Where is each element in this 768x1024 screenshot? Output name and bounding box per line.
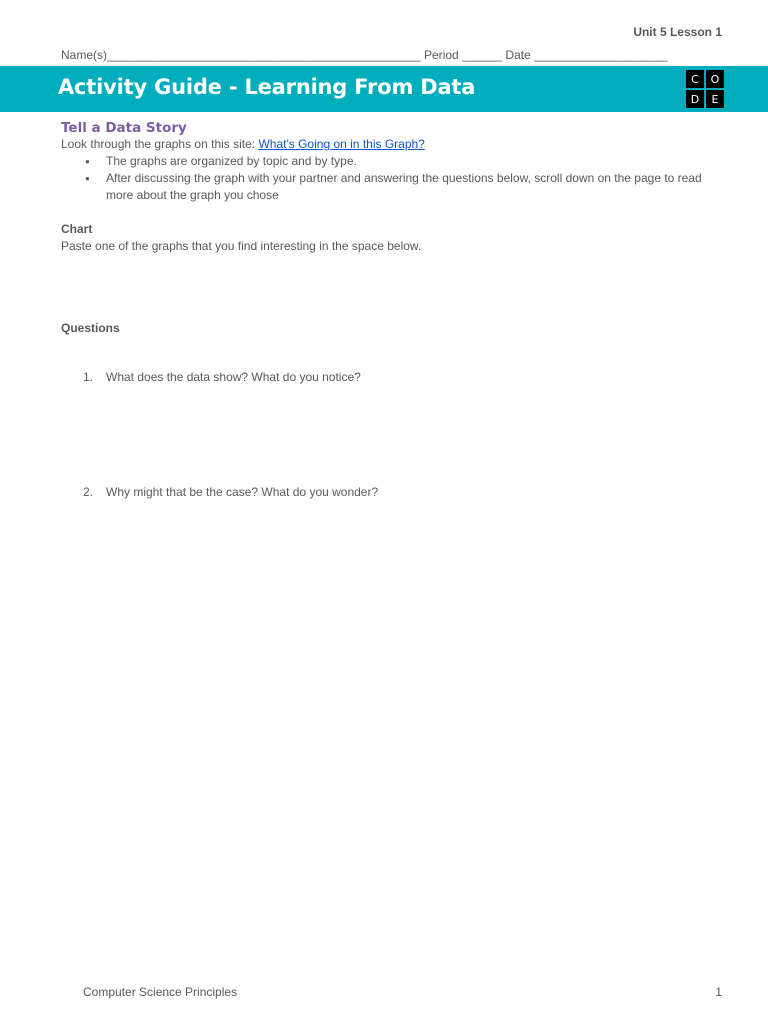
question-number: 2.	[83, 485, 94, 499]
name-period-date-line: Name(s)_______________________________________________ Period ______ Date ____________________	[61, 48, 668, 62]
section-title: Tell a Data Story	[61, 120, 187, 136]
bullet-item: ● After discussing the graph with your partner and answering the questions below, scroll down on the page to read more about the graph you chose	[106, 170, 721, 204]
questions-heading: Questions	[61, 321, 120, 335]
unit-lesson-label: Unit 5 Lesson 1	[633, 25, 722, 39]
page-title: Activity Guide - Learning From Data	[58, 75, 476, 99]
chart-heading: Chart	[61, 222, 93, 236]
question-text: What does the data show? What do you notice?	[106, 370, 361, 384]
bullet-list	[61, 153, 721, 204]
footer-page-number: 1	[715, 985, 722, 999]
title-banner	[0, 66, 768, 112]
code-logo	[686, 70, 726, 108]
footer-course: Computer Science Principles	[83, 985, 238, 999]
bullet-item: ● The graphs are organized by topic and by type.	[106, 153, 721, 170]
question-text: Why might that be the case? What do you wonder?	[106, 485, 379, 499]
logo-letter: C	[686, 70, 704, 88]
logo-letter: D	[686, 90, 704, 108]
intro-label: Look through the graphs on this site:	[61, 137, 259, 151]
chart-instruction: Paste one of the graphs that you find interesting in the space below.	[61, 239, 422, 253]
main-content	[61, 120, 721, 255]
question-number: 1.	[83, 370, 94, 384]
intro-text	[61, 136, 721, 153]
graph-site-link[interactable]: What's Going on in this Graph?	[258, 137, 425, 151]
question-item	[83, 370, 361, 384]
logo-letter: O	[706, 70, 724, 88]
question-item	[83, 485, 378, 499]
logo-letter: E	[706, 90, 724, 108]
